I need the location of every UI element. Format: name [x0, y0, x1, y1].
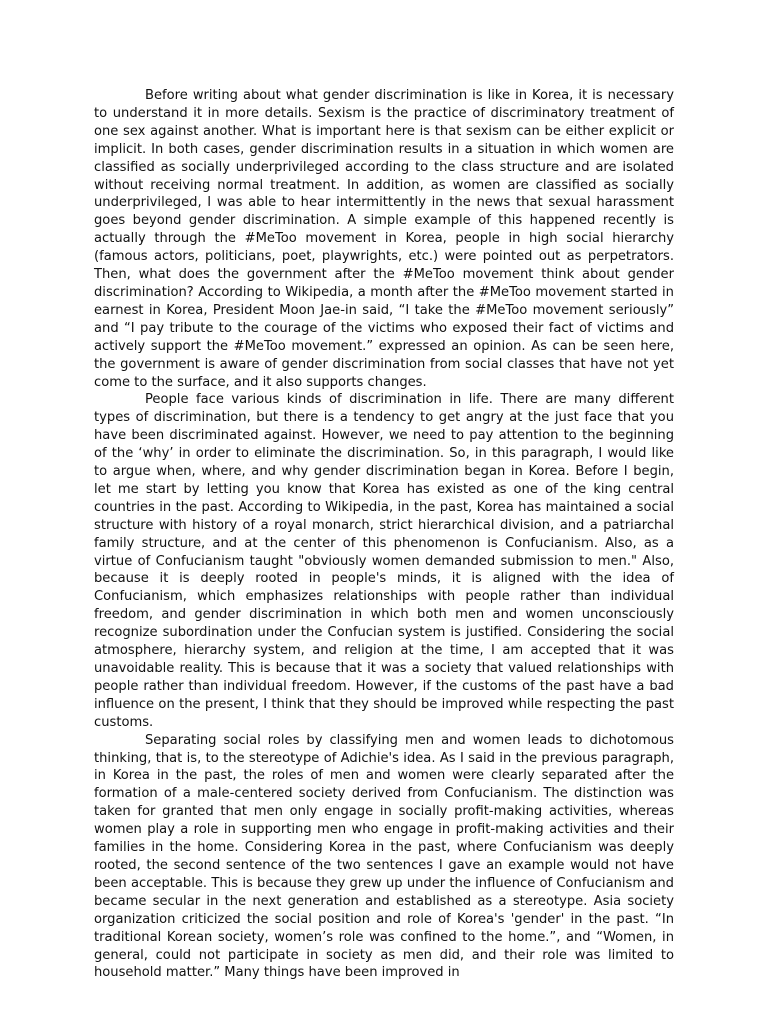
paragraph-social-roles: Separating social roles by classifying men and women leads to dichotomous thinking, that is, to the stereotype of Adichie's idea. As I said in the previous paragraph, in Korea in the past, the roles of men and women were clearly separated after the formation of a male-centered society derived from Confucianism. The distinction was taken for granted that men only engage in socially profit-making activities, whereas women play a role in supporting men who engage in profit-making activities and their families in the home. Considering Korea in the past, where Confucianism was deeply rooted, the second sentence of the two sentences I gave an example would not have been acceptable. This is because they grew up under the influence of Confucianism and became secular in the next generation and established as a stereotype. Asia society organization criticized the social position and role of Korea's 'gender' in the past. “In traditional Korean society, women’s role was confined to the home.”, and “Women, in general, could not participate in society as men did, and their role was limited to household matter.” Many things have been improved in	[94, 732, 674, 981]
essay-body	[94, 87, 674, 982]
paragraph-sexism-definition: Before writing about what gender discrimination is like in Korea, it is necessary to understand it in more details. Sexism is the practice of discriminatory treatment of one sex against another. What is important here is that sexism can be either explicit or implicit. In both cases, gender discrimination results in a situation in which women are classified as socially underprivileged according to the class structure and are isolated without receiving normal treatment. In addition, as women are classified as socially underprivileged, I was able to hear intermittently in the news that sexual harassment goes beyond gender discrimination. A simple example of this happened recently is actually through the #MeToo movement in Korea, people in high social hierarchy (famous actors, politicians, poet, playwrights, etc.) were pointed out as perpetrators. Then, what does the government after the #MeToo movement think about gender discrimination? According to Wikipedia, a month after the #MeToo movement started in earnest in Korea, President Moon Jae-in said, “I take the #MeToo movement seriously” and “I pay tribute to the courage of the victims who exposed their fact of victims and actively support the #MeToo movement.” expressed an opinion. As can be seen here, the government is aware of gender discrimination from social classes that have not yet come to the surface, and it also supports changes.	[94, 88, 674, 390]
paragraph-origins-of-discrimination: People face various kinds of discrimination in life. There are many different types of discrimination, but there is a tendency to get angry at the just face that you have been discriminated against. However, we need to pay attention to the beginning of the ‘why’ in order to eliminate the discrimination. So, in this paragraph, I would like to argue when, where, and why gender discrimination began in Korea. Before I begin, let me start by letting you know that Korea has existed as one of the king central countries in the past. According to Wikipedia, in the past, Korea has maintained a social structure with history of a royal monarch, strict hierarchical division, and a patriarchal family structure, and at the center of this phenomenon is Confucianism. Also, as a virtue of Confucianism taught "obviously women demanded submission to men." Also, because it is deeply rooted in people's minds, it is aligned with the idea of Confucianism, which emphasizes relationships with people rather than individual freedom, and gender discrimination in which both men and women unconsciously recognize subordination under the Confucian system is justified. Considering the social atmosphere, hierarchy system, and religion at the time, I am accepted that it was unavoidable reality. This is because that it was a society that valued relationships with people rather than individual freedom. However, if the customs of the past have a bad influence on the present, I think that they should be improved while respecting the past customs.	[94, 392, 674, 730]
